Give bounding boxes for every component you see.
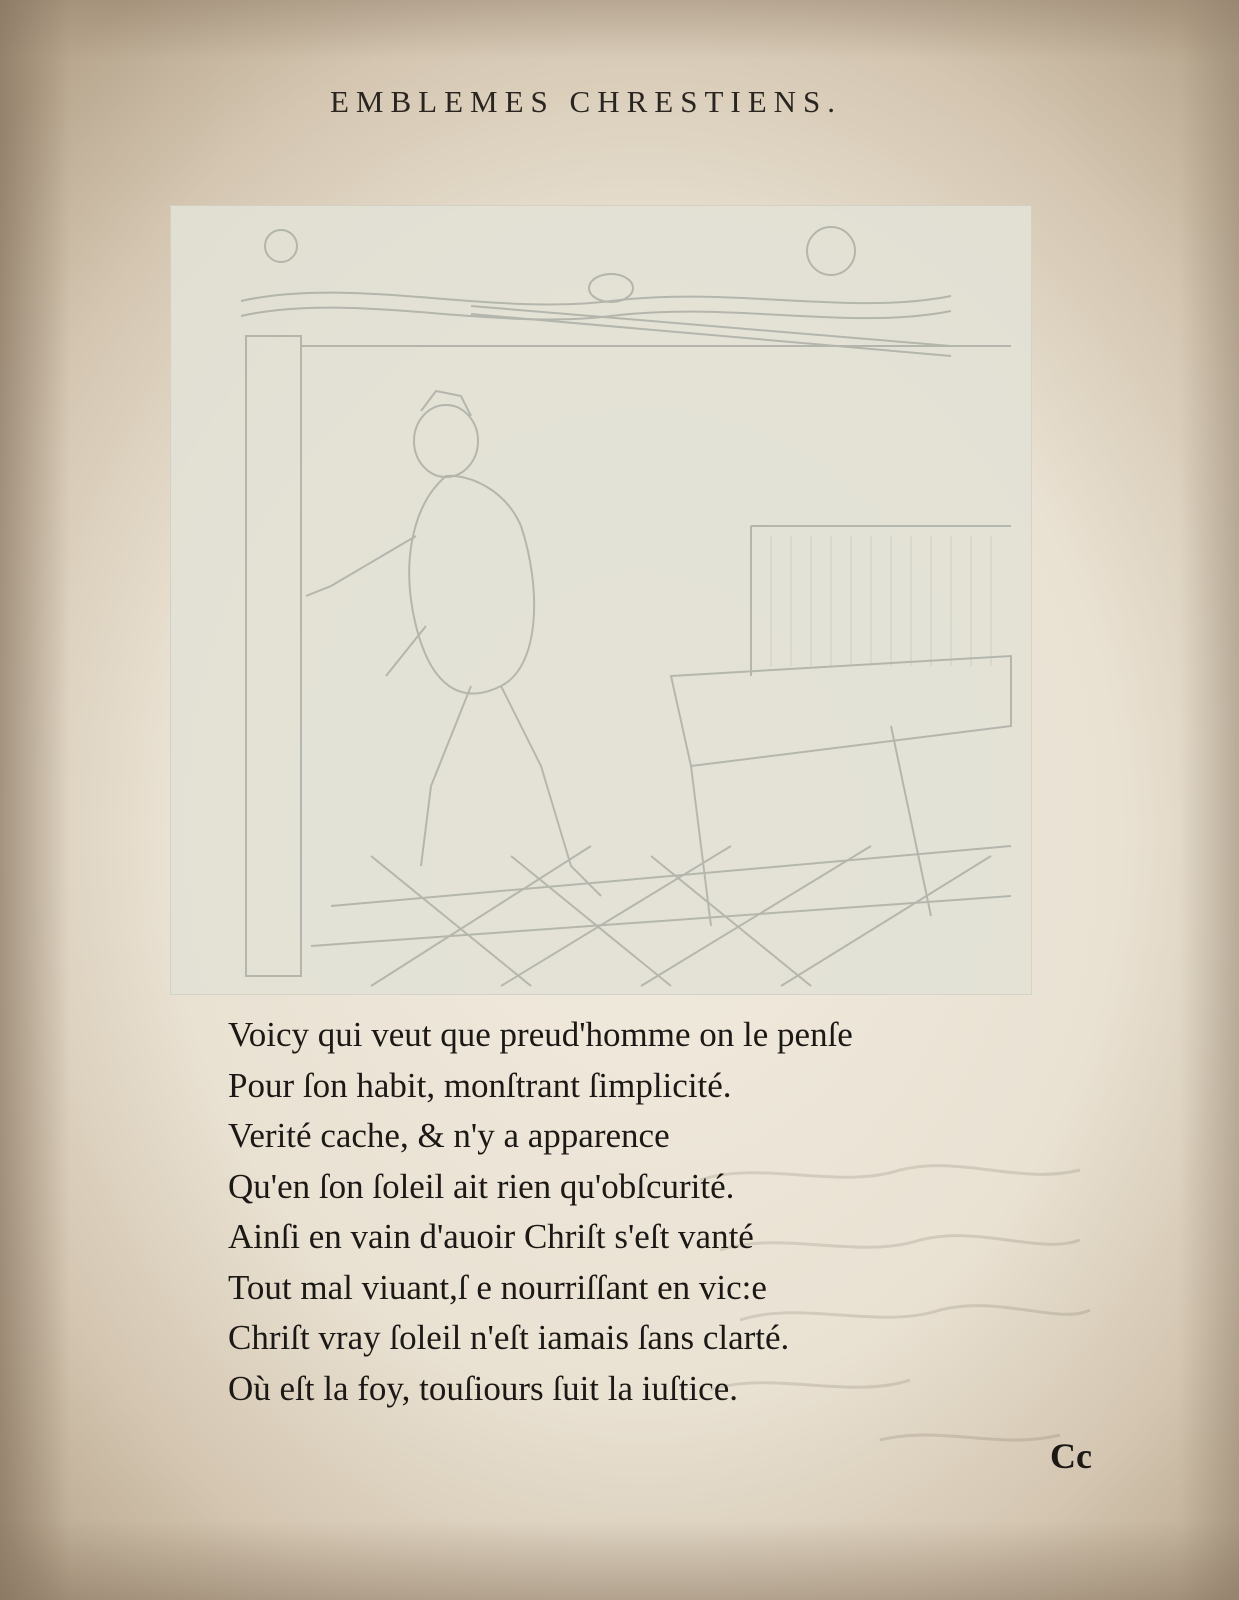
verse-line: Tout mal viuant,ſ e nourriſſant en vic:e bbox=[228, 1267, 767, 1307]
page-edge-shadow bbox=[0, 0, 1239, 60]
verse-line: Qu'en ſon ſoleil ait rien qu'obſcurité. bbox=[228, 1166, 735, 1206]
verse-block bbox=[228, 1010, 1048, 1414]
verse-line: Chriſt vray ſoleil n'eſt iamais ſans clarté. bbox=[228, 1318, 790, 1357]
page-edge-shadow bbox=[1179, 0, 1239, 1600]
page-edge-shadow bbox=[0, 1520, 1239, 1600]
verse-line: Ainſi en vain d'auoir Chriſt s'eſt vanté bbox=[228, 1217, 754, 1256]
emblem-engraving bbox=[170, 205, 1032, 995]
page-edge-shadow bbox=[0, 0, 70, 1600]
verse-line: Où eſt la foy, touſiours ſuit la iuſtice. bbox=[228, 1368, 738, 1408]
signature-mark: Cc bbox=[1050, 1436, 1092, 1476]
verse-line: Pour ſon habit, monſtrant ſimplicité. bbox=[228, 1065, 732, 1105]
verse-line: Voicy qui veut que preud'homme on le penſe bbox=[228, 1015, 853, 1054]
running-head: EMBLEMES CHRESTIENS. bbox=[330, 84, 843, 119]
verse-line: Verité cache, & n'y a apparence bbox=[228, 1116, 670, 1155]
engraving-illustration bbox=[171, 206, 1031, 994]
